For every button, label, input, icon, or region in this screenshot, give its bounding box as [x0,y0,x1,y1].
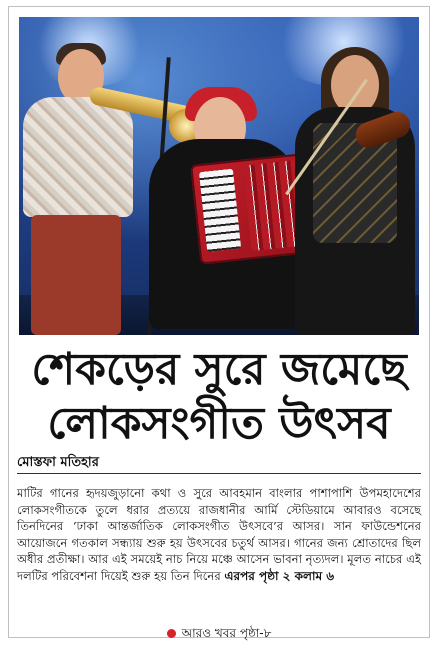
headline-line-1: শেকড়ের সুরে জমেছে [31,344,407,395]
newspaper-clipping [8,6,430,638]
article-body [17,485,421,584]
red-dot-icon [167,629,176,638]
more-news-label: আরও খবর পৃষ্ঠা-৮ [181,626,272,640]
headline [9,343,429,451]
violin-player [295,27,419,335]
festival-photo [19,17,419,335]
divider [17,473,421,474]
article-text: মাটির গানের হৃদয়জুড়ানো কথা ও সুরে আবহমান বাংলার পাশাপাশি উপমহাদেশের লোকসংগীতকে তুলে ধরার প্রত্যয়ে রাজধানীর আর্মি স্টেডিয়ামে আবারও বসেছে তিনদিনের ‘ঢাকা আন্তর্জাতিক লোকসংগীত উৎসবে’র আসর। সান ফাউন্ডেশনের আয়োজনে গতকাল সন্ধ্যায় শুরু হয় উৎসবের চতুর্থ আসর। গানের জন্য শ্রোতাদের ছিল অধীর প্রতীক্ষা। আর এই সময়েই নাচ নিয়ে মঞ্চে আসেন ভাবনা নৃত্যদল। মূলত নাচের এই দলটির পরিবেশনা দিয়েই শুরু হয় তিন দিনের [17,486,421,583]
continuation-note: এরপর পৃষ্ঠা ২ কলাম ৬ [224,568,335,583]
headline-line-2: লোকসংগীত উৎসব [47,398,391,449]
byline: মোস্তফা মতিহার [17,455,99,470]
more-news [9,625,429,645]
